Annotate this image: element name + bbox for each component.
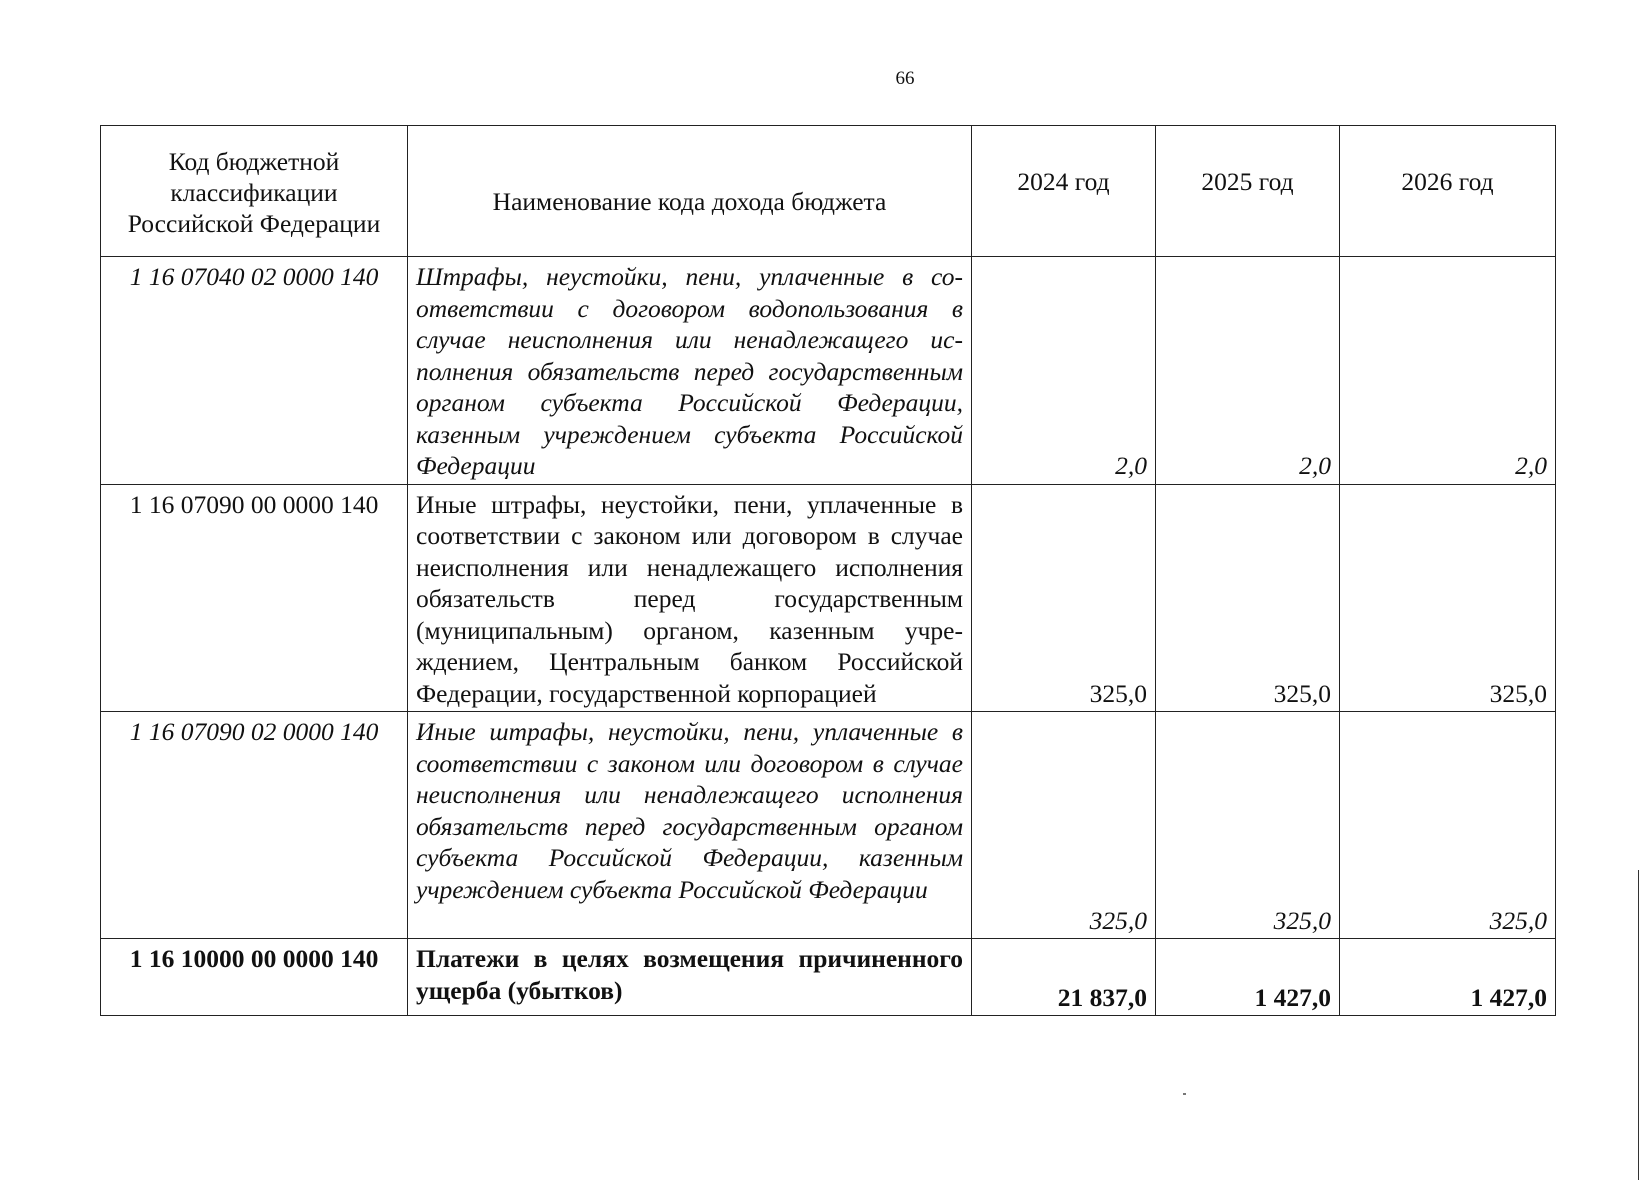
row-code: 1 16 10000 00 0000 140	[101, 939, 408, 1016]
row-name: Иные штрафы, неустойки, пени, уплаченные в соответствии с законом или договором в случае неисполнения или ненадлежащего исполнения обязательств перед государственным (муниципальным) органом, казенным учреждением, Центральным банком Российской Федерации, государственной корпорацией	[408, 484, 972, 712]
header-year-2025: 2025 год	[1156, 126, 1340, 257]
header-year-2024: 2024 год	[972, 126, 1156, 257]
row-value-2024: 325,0	[972, 484, 1156, 712]
row-code: 1 16 07090 00 0000 140	[101, 484, 408, 712]
header-name: Наименование кода дохода бюджета	[408, 126, 972, 257]
table-row	[101, 712, 1556, 939]
row-name: Штрафы, неустойки, пени, уплаченные в соответствии с договором водопользования в случае неисполнения или ненадлежащего исполнения обязательств перед государственным органом субъекта Российской Федерации, казенным учреждением субъекта Российской Федерации	[408, 257, 972, 485]
row-value-2025: 1 427,0	[1156, 939, 1340, 1016]
row-name: Платежи в целях возмещения причиненного ущерба (убытков)	[408, 939, 972, 1016]
page-number: 66	[895, 68, 915, 89]
budget-revenue-table	[100, 125, 1556, 1016]
scan-edge-line	[1638, 870, 1640, 1180]
row-value-2024: 325,0	[972, 712, 1156, 939]
header-code: Код бюджетной классификации Российской Федерации	[101, 126, 408, 257]
header-year-2026: 2026 год	[1340, 126, 1556, 257]
row-code: 1 16 07090 02 0000 140	[101, 712, 408, 939]
row-value-2026: 325,0	[1340, 712, 1556, 939]
row-name: Иные штрафы, неустойки, пени, уплаченные в соответствии с законом или договором в случае неисполнения или ненадлежащего исполнения обязательств перед государственным органом субъекта Российской Федерации, казенным учреждением субъекта Российской Федерации	[408, 712, 972, 939]
row-value-2025: 325,0	[1156, 484, 1340, 712]
row-value-2025: 2,0	[1156, 257, 1340, 485]
row-value-2026: 2,0	[1340, 257, 1556, 485]
table-row	[101, 939, 1556, 1016]
scan-speck	[1183, 1093, 1186, 1095]
row-value-2024: 21 837,0	[972, 939, 1156, 1016]
row-value-2026: 325,0	[1340, 484, 1556, 712]
row-code: 1 16 07040 02 0000 140	[101, 257, 408, 485]
row-value-2024: 2,0	[972, 257, 1156, 485]
table-header-row	[101, 126, 1556, 257]
row-value-2025: 325,0	[1156, 712, 1340, 939]
table-row	[101, 257, 1556, 485]
row-value-2026: 1 427,0	[1340, 939, 1556, 1016]
table-row	[101, 484, 1556, 712]
